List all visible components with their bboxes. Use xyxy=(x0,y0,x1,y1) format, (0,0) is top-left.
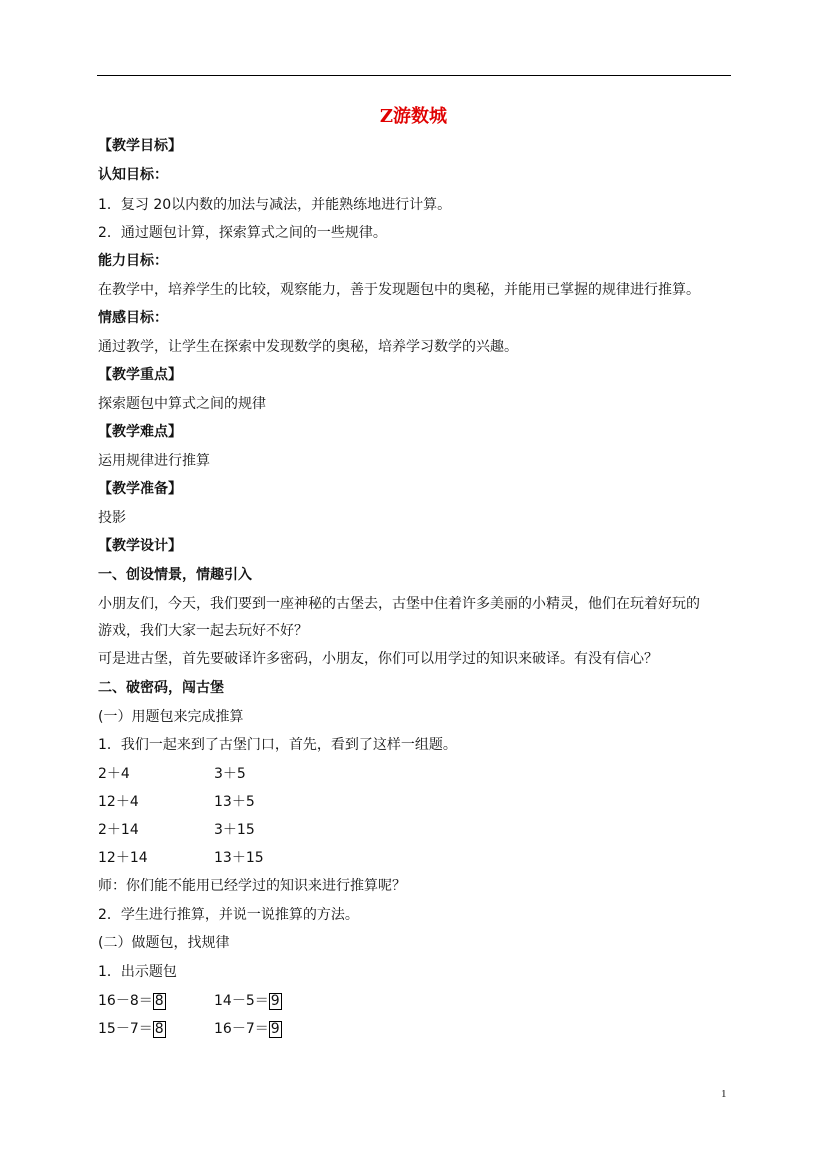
subtraction-equation-right xyxy=(214,992,282,1010)
ability-text: 在教学中，培养学生的比较，观察能力，善于发现题包中的奥秘，并能用已掌握的规律进行推算。 xyxy=(98,282,700,298)
key-points-text: 探索题包中算式之间的规律 xyxy=(98,396,266,412)
heading-emotion: 情感目标： xyxy=(98,310,168,326)
section-goals: 【教学目标】 xyxy=(98,138,182,154)
answer-box: 9 xyxy=(270,1021,280,1037)
equation-right: 13＋5 xyxy=(214,794,255,810)
subsection-1-item-2: 2．学生进行推算，并说一说推算的方法。 xyxy=(98,907,359,923)
heading-ability: 能力目标： xyxy=(98,253,168,269)
equation-right: 3＋15 xyxy=(214,822,255,838)
page-title: Z游数城 xyxy=(379,106,448,127)
teacher-question: 师：你们能不能用已经学过的知识来进行推算呢？ xyxy=(98,878,406,894)
subsection-2-item-1: 1．出示题包 xyxy=(98,964,177,980)
emotion-text: 通过教学，让学生在探索中发现数学的奥秘，培养学习数学的兴趣。 xyxy=(98,339,518,355)
section-difficulties: 【教学难点】 xyxy=(98,424,182,440)
answer-box: 8 xyxy=(154,993,164,1009)
equation-text: 16－8＝ xyxy=(98,993,153,1009)
subtraction-equation-right xyxy=(214,1020,282,1038)
part1-paragraph-c: 可是进古堡，首先要破译许多密码，小朋友，你们可以用学过的知识来破译。有没有信心？ xyxy=(98,651,658,667)
heading-cognitive: 认知目标： xyxy=(98,167,168,183)
part2-heading: 二、破密码，闯古堡 xyxy=(98,680,224,696)
answer-box: 9 xyxy=(270,993,280,1009)
section-key-points: 【教学重点】 xyxy=(98,367,182,383)
subsection-1-item-1: 1．我们一起来到了古堡门口，首先，看到了这样一组题。 xyxy=(98,737,457,753)
page-number: 1 xyxy=(721,1088,727,1100)
part1-paragraph-a: 小朋友们，今天，我们要到一座神秘的古堡去，古堡中住着许多美丽的小精灵，他们在玩着好玩的 xyxy=(98,596,700,612)
subtraction-equation-left xyxy=(98,992,166,1010)
equation-text: 15－7＝ xyxy=(98,1021,153,1037)
answer-box: 8 xyxy=(154,1021,164,1037)
part1-paragraph-b: 游戏，我们大家一起去玩好不好？ xyxy=(98,623,308,639)
preparation-text: 投影 xyxy=(98,510,126,526)
equation-left: 12＋14 xyxy=(98,850,148,866)
equation-left: 2＋4 xyxy=(98,766,130,782)
cognitive-item-1: 1．复习 20以内数的加法与减法，并能熟练地进行计算。 xyxy=(98,197,452,213)
header-rule xyxy=(97,75,731,76)
subsection-1: (一）用题包来完成推算 xyxy=(98,709,244,725)
equation-text: 16－7＝ xyxy=(214,1021,269,1037)
equation-left: 12＋4 xyxy=(98,794,139,810)
difficulties-text: 运用规律进行推算 xyxy=(98,453,210,469)
equation-left: 2＋14 xyxy=(98,822,139,838)
equation-text: 14－5＝ xyxy=(214,993,269,1009)
equation-right: 13＋15 xyxy=(214,850,264,866)
equation-right: 3＋5 xyxy=(214,766,246,782)
subtraction-equation-left xyxy=(98,1020,166,1038)
cognitive-item-2: 2．通过题包计算，探索算式之间的一些规律。 xyxy=(98,225,387,241)
section-preparation: 【教学准备】 xyxy=(98,481,182,497)
section-design: 【教学设计】 xyxy=(98,538,182,554)
part1-heading: 一、创设情景，情趣引入 xyxy=(98,567,252,583)
subsection-2: (二）做题包，找规律 xyxy=(98,935,230,951)
